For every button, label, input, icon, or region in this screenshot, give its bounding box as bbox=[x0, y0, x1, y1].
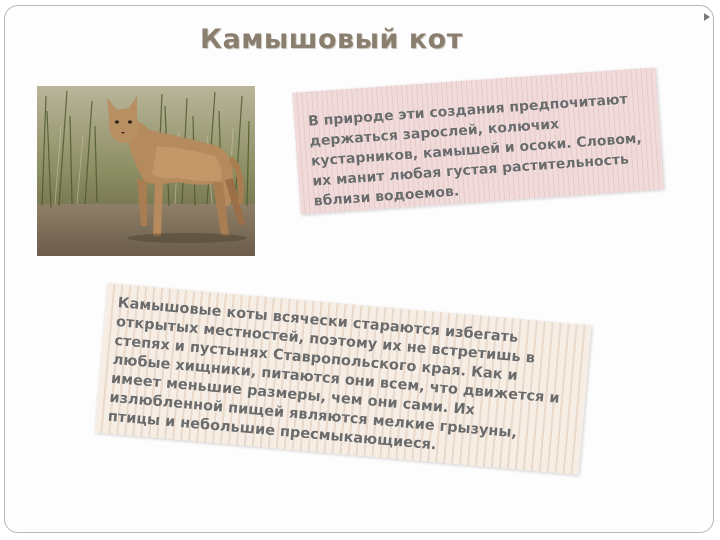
note-diet-text: Камышовые коты всячески стараются избегать открытых местностей, поэтому их не встретишь в степях и пустынях Ставропольского края. Как и любые хищники, питаются они всем, что движется и имеет меньшие размеры, чем они сами. Их излюбленной пищей являются мелкие грызуны, птицы и небольшие пресмыкающиеся. bbox=[107, 295, 561, 454]
note-habitat-text: В природе эти создания предпочитают держаться зарослей, колючих кустарников, камышей и осоки. Словом, их манит любая густая растительность вблизи водоемов. bbox=[307, 91, 643, 210]
corner-arrow-icon bbox=[704, 13, 710, 21]
note-habitat bbox=[292, 67, 664, 214]
slide-title: Камышовый кот bbox=[200, 24, 463, 55]
jungle-cat-photo bbox=[37, 86, 255, 256]
